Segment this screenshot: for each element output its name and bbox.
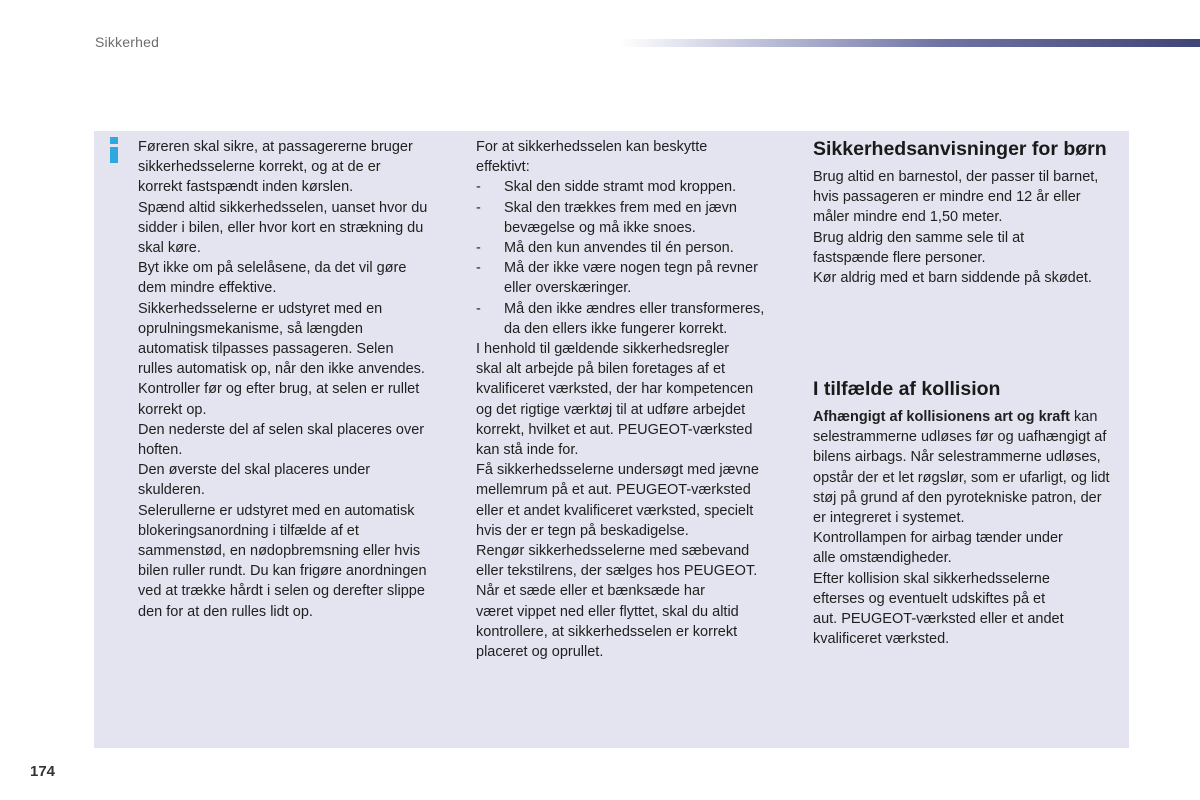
- text-line: kvalificeret værksted, der har kompetencen: [476, 381, 754, 398]
- text-line: skal alt arbejde på bilen foretages af et: [476, 361, 726, 378]
- bullet-item: [476, 238, 796, 258]
- text-line: eller tekstilrens, der sælges hos PEUGEOT.: [476, 563, 758, 580]
- bullet-item: [476, 278, 796, 298]
- bullet-item: [476, 198, 796, 218]
- bullet-text: Må den ikke ændres eller transformeres,: [504, 300, 765, 317]
- text-line: placeret og oprullet.: [476, 644, 604, 661]
- text-line: alle omstændigheder.: [813, 550, 952, 567]
- text-line: eller et andet kvalificeret værksted, specielt: [476, 502, 754, 519]
- bullet-dash: [476, 319, 504, 339]
- bullet-dash: -: [476, 300, 481, 317]
- text-line: bilen ruller rundt. Du kan frigøre anordningen: [138, 563, 427, 580]
- column-2: [476, 137, 796, 662]
- text-line: Den nederste del af selen skal placeres over: [138, 421, 425, 438]
- text-line: Selerullerne er udstyret med en automatisk: [138, 502, 415, 519]
- text-line: kvalificeret værksted.: [813, 631, 950, 648]
- text-line: Efter kollision skal sikkerhedsselerne: [813, 570, 1050, 587]
- bullet-item: [476, 299, 796, 319]
- text-line: måler mindre end 1,50 meter.: [813, 209, 1003, 226]
- text-line: kontrollere, at sikkerhedsselen er korrekt: [476, 623, 738, 640]
- bullet-text: Må der ikke være nogen tegn på revner: [504, 260, 758, 277]
- bullet-item: [476, 319, 796, 339]
- children-safety-text: [813, 167, 1133, 288]
- bullet-text: Skal den sidde stramt mod kroppen.: [504, 179, 737, 196]
- section-title: Sikkerhed: [95, 34, 160, 50]
- text-line: Kør aldrig med et barn siddende på skødet.: [813, 270, 1092, 287]
- children-safety-heading: Sikkerhedsanvisninger for børn: [813, 138, 1107, 160]
- text-line: Rengør sikkerhedsselerne med sæbevand: [476, 543, 750, 560]
- text-line: korrekt, hvilket et aut. PEUGEOT-værksted: [476, 421, 753, 438]
- text-line: Kontrollampen for airbag tænder under: [813, 530, 1063, 547]
- text-line: opstår der et let røgslør, som er ufarligt, og lidt: [813, 469, 1110, 486]
- text-line: støj på grund af den pyrotekniske patron, der: [813, 489, 1102, 506]
- text-line: sikkerhedsselerne korrekt, og at de er: [138, 159, 381, 176]
- text-line: blokeringsanordning i tilfælde af et: [138, 522, 359, 539]
- text-line: Kontroller før og efter brug, at selen er rullet: [138, 381, 420, 398]
- text-line: aut. PEUGEOT-værksted eller et andet: [813, 611, 1064, 628]
- collision-heading: I tilfælde af kollision: [813, 378, 1001, 400]
- text-line: Spænd altid sikkerhedsselen, uanset hvor du: [138, 199, 428, 216]
- info-icon: [107, 137, 121, 163]
- text-line: skulderen.: [138, 482, 205, 499]
- text-line: hoften.: [138, 442, 183, 459]
- text-line: og det rigtige værktøj til at udføre arbejdet: [476, 401, 746, 418]
- column-1: [138, 137, 458, 622]
- text-line: Brug altid en barnestol, der passer til barnet,: [813, 169, 1099, 185]
- collision-text: [813, 427, 1133, 649]
- collision-section: [813, 377, 1133, 649]
- collision-first-line: [813, 407, 1133, 427]
- text-line: Brug aldrig den samme sele til at: [813, 229, 1025, 246]
- col2-intro: [476, 137, 796, 177]
- text-line: kan stå inde for.: [476, 442, 579, 459]
- text-line: været vippet ned eller flyttet, skal du altid: [476, 603, 739, 620]
- text-line: korrekt fastspændt inden kørslen.: [138, 179, 354, 196]
- bullet-dash: -: [476, 260, 481, 277]
- bullet-dash: -: [476, 199, 481, 216]
- collision-bold-text: Afhængigt af kollisionens art og kraft: [813, 409, 1070, 425]
- text-line: korrekt op.: [138, 401, 207, 418]
- bullet-dash: -: [476, 240, 481, 257]
- text-line: Byt ikke om på selelåsene, da det vil gøre: [138, 260, 407, 277]
- text-line: rulles automatisk op, når den ikke anvendes.: [138, 361, 425, 378]
- text-line: efterses og eventuelt udskiftes på et: [813, 590, 1046, 607]
- bullet-text: da den ellers ikke fungerer korrekt.: [504, 320, 728, 337]
- header-decor-bar: [620, 39, 1200, 47]
- page-number: 174: [30, 763, 56, 780]
- col2-body: [476, 339, 796, 662]
- column-3: [813, 137, 1133, 648]
- bullet-dash: [476, 218, 504, 238]
- text-line: Føreren skal sikre, at passagererne bruger: [138, 139, 413, 155]
- text-line: hvis der er tegn på beskadigelse.: [476, 522, 689, 539]
- text-line: dem mindre effektive.: [138, 280, 277, 297]
- text-line: bilens airbags. Når selestrammerne udløses,: [813, 449, 1101, 466]
- text-line: Få sikkerhedsselerne undersøgt med jævne: [476, 462, 759, 479]
- text-line: hvis passageren er mindre end 12 år eller: [813, 189, 1081, 206]
- collision-first-rest: kan: [1070, 409, 1098, 425]
- bullet-text: Må den kun anvendes til én person.: [504, 240, 734, 257]
- text-line: I henhold til gældende sikkerhedsregler: [476, 341, 730, 358]
- text-line: den for at den rulles lidt op.: [138, 603, 313, 620]
- text-line: fastspænde flere personer.: [813, 249, 986, 266]
- bullet-item: [476, 258, 796, 278]
- bullet-text: Skal den trækkes frem med en jævn: [504, 199, 737, 216]
- bullet-item: [476, 177, 796, 197]
- bullet-dash: -: [476, 179, 481, 196]
- text-line: Den øverste del skal placeres under: [138, 462, 371, 479]
- text-line: automatisk tilpasses passageren. Selen: [138, 341, 394, 358]
- text-line: Sikkerhedsselerne er udstyret med en: [138, 300, 383, 317]
- text-line: oprulningsmekanisme, så længden: [138, 320, 363, 337]
- text-line: ved at trække hårdt i selen og derefter slippe: [138, 583, 425, 600]
- text-line: effektivt:: [476, 159, 530, 176]
- text-line: For at sikkerhedsselen kan beskytte: [476, 139, 708, 155]
- col2-bullets: [476, 177, 796, 339]
- bullet-text: eller overskæringer.: [504, 280, 632, 297]
- bullet-item: [476, 218, 796, 238]
- bullet-text: bevægelse og må ikke snoes.: [504, 219, 696, 236]
- text-line: sammenstød, en nødopbremsning eller hvis: [138, 543, 421, 560]
- bullet-dash: [476, 278, 504, 298]
- text-line: mellemrum på et aut. PEUGEOT-værksted: [476, 482, 751, 499]
- text-line: sidder i bilen, eller hvor kort en strækning du: [138, 219, 424, 236]
- text-line: Når et sæde eller et bænksæde har: [476, 583, 705, 600]
- text-line: selestrammerne udløses før og uafhængigt af: [813, 429, 1107, 446]
- text-line: er integreret i systemet.: [813, 510, 965, 527]
- text-line: skal køre.: [138, 240, 201, 257]
